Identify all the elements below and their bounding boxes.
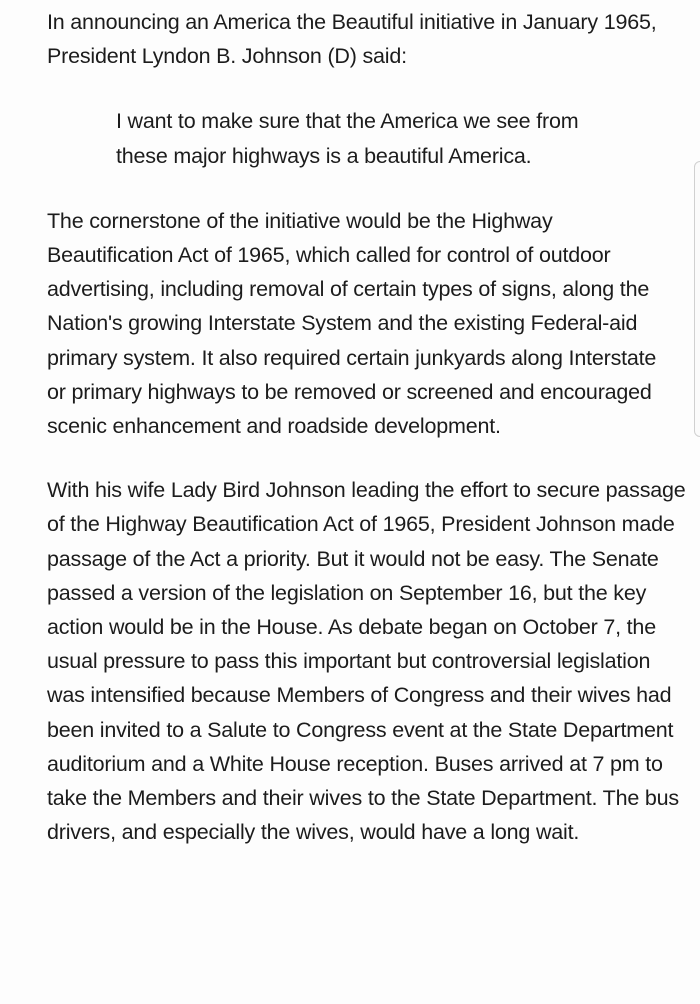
article-body bbox=[47, 5, 687, 849]
scroll-handle[interactable] bbox=[694, 161, 700, 437]
johnson-quote: I want to make sure that the America we see from these major highways is a beautiful America. bbox=[116, 109, 579, 168]
cornerstone-paragraph: The cornerstone of the initiative would be the Highway Beautification Act of 1965, which called for control of outdoor advertising, including removal of certain types of signs, along the Nation's growing Interstate System and the existing Federal-aid primary system. It also required certain junkyards along Interstate or primary highways to be removed or screened and encouraged scenic enhancement and roadside development. bbox=[47, 208, 657, 439]
intro-paragraph: In announcing an America the Beautiful initiative in January 1965, President Lyndon B. Johnson (D) said: bbox=[47, 10, 657, 69]
lady-bird-paragraph: With his wife Lady Bird Johnson leading the effort to secure passage of the Highway Beautification Act of 1965, President Johnson made passage of the Act a priority. But it would not be easy. The Senate passed a version of the legislation on September 16, but the key action would be in the House. As debate began on October 7, the usual pressure to pass this important but controversial legislation was intensified because Members of Congress and their wives had been invited to a Salute to Congress event at the State Department auditorium and a White House reception. Buses arrived at 7 pm to take the Members and their wives to the State Department. The bus drivers, and especially the wives, would have a long wait. bbox=[47, 478, 686, 845]
